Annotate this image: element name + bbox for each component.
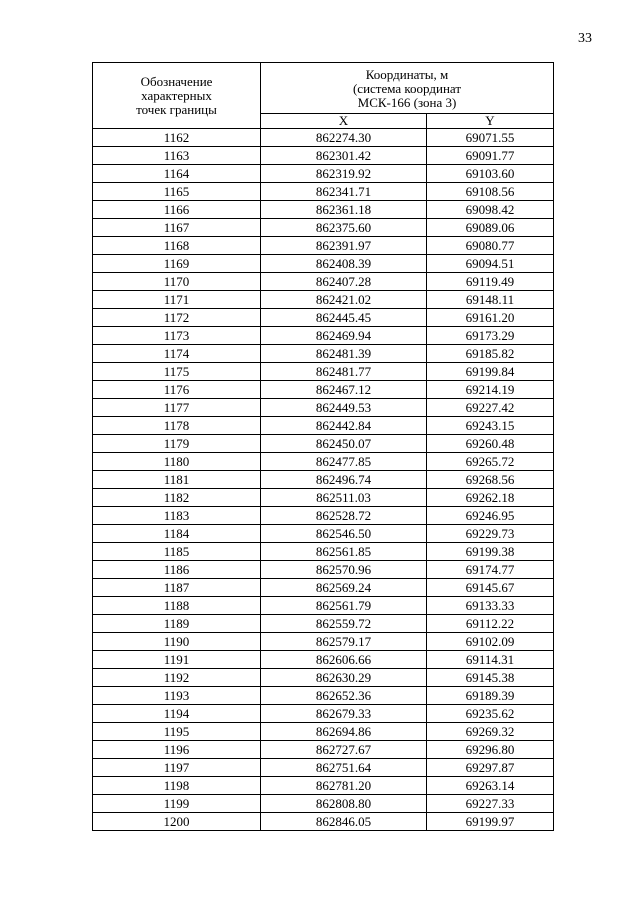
- x-coordinate-cell: 862408.39: [261, 255, 427, 273]
- y-coordinate-cell: 69173.29: [427, 327, 554, 345]
- table-row: [93, 561, 554, 579]
- y-coordinate-cell: 69262.18: [427, 489, 554, 507]
- table-row: [93, 651, 554, 669]
- table-row: [93, 741, 554, 759]
- x-coordinate-cell: 862319.92: [261, 165, 427, 183]
- x-coordinate-cell: 862301.42: [261, 147, 427, 165]
- y-coordinate-cell: 69148.11: [427, 291, 554, 309]
- x-coordinate-cell: 862559.72: [261, 615, 427, 633]
- x-coordinate-cell: 862546.50: [261, 525, 427, 543]
- point-number-cell: 1184: [93, 525, 261, 543]
- y-coordinate-cell: 69145.67: [427, 579, 554, 597]
- table-row: [93, 633, 554, 651]
- table-row: [93, 597, 554, 615]
- y-coordinate-cell: 69269.32: [427, 723, 554, 741]
- point-number-cell: 1200: [93, 813, 261, 831]
- y-coordinate-cell: 69089.06: [427, 219, 554, 237]
- point-number-cell: 1197: [93, 759, 261, 777]
- y-coordinate-cell: 69189.39: [427, 687, 554, 705]
- table-row: [93, 381, 554, 399]
- table-row: [93, 417, 554, 435]
- table-row: [93, 237, 554, 255]
- y-coordinate-cell: 69103.60: [427, 165, 554, 183]
- x-coordinate-cell: 862694.86: [261, 723, 427, 741]
- point-number-cell: 1164: [93, 165, 261, 183]
- table-row: [93, 327, 554, 345]
- y-column-header: Y: [427, 114, 554, 129]
- y-coordinate-cell: 69214.19: [427, 381, 554, 399]
- x-coordinate-cell: 862606.66: [261, 651, 427, 669]
- table-row: [93, 471, 554, 489]
- y-coordinate-cell: 69145.38: [427, 669, 554, 687]
- table-row: [93, 579, 554, 597]
- point-number-cell: 1168: [93, 237, 261, 255]
- y-coordinate-cell: 69296.80: [427, 741, 554, 759]
- point-number-cell: 1192: [93, 669, 261, 687]
- table-row: [93, 615, 554, 633]
- point-number-cell: 1188: [93, 597, 261, 615]
- point-number-cell: 1175: [93, 363, 261, 381]
- table-row: [93, 705, 554, 723]
- x-coordinate-cell: 862781.20: [261, 777, 427, 795]
- x-coordinate-cell: 862391.97: [261, 237, 427, 255]
- point-number-cell: 1198: [93, 777, 261, 795]
- table-row: [93, 273, 554, 291]
- point-number-cell: 1199: [93, 795, 261, 813]
- x-coordinate-cell: 862561.79: [261, 597, 427, 615]
- table-row: [93, 399, 554, 417]
- table-row: [93, 489, 554, 507]
- y-coordinate-cell: 69227.33: [427, 795, 554, 813]
- table-row: [93, 543, 554, 561]
- point-header-line: характерных: [141, 87, 212, 103]
- point-number-cell: 1174: [93, 345, 261, 363]
- x-coordinate-cell: 862442.84: [261, 417, 427, 435]
- table-row: [93, 309, 554, 327]
- coords-header-line: Координаты, м: [365, 66, 449, 82]
- y-coordinate-cell: 69246.95: [427, 507, 554, 525]
- table-row: [93, 759, 554, 777]
- y-coordinate-cell: 69263.14: [427, 777, 554, 795]
- x-coordinate-cell: 862511.03: [261, 489, 427, 507]
- x-column-header: X: [261, 114, 427, 129]
- x-coordinate-cell: 862751.64: [261, 759, 427, 777]
- x-coordinate-cell: 862274.30: [261, 129, 427, 147]
- x-coordinate-cell: 862481.39: [261, 345, 427, 363]
- y-coordinate-cell: 69227.42: [427, 399, 554, 417]
- y-coordinate-cell: 69265.72: [427, 453, 554, 471]
- point-number-cell: 1182: [93, 489, 261, 507]
- point-number-cell: 1181: [93, 471, 261, 489]
- x-coordinate-cell: 862450.07: [261, 435, 427, 453]
- table-row: [93, 669, 554, 687]
- table-body: [93, 129, 554, 831]
- point-number-cell: 1172: [93, 309, 261, 327]
- point-number-cell: 1167: [93, 219, 261, 237]
- x-coordinate-cell: 862421.02: [261, 291, 427, 309]
- table-row: [93, 525, 554, 543]
- x-coordinate-cell: 862570.96: [261, 561, 427, 579]
- y-coordinate-cell: 69235.62: [427, 705, 554, 723]
- x-coordinate-cell: 862679.33: [261, 705, 427, 723]
- x-coordinate-cell: 862449.53: [261, 399, 427, 417]
- point-number-cell: 1176: [93, 381, 261, 399]
- y-coordinate-cell: 69094.51: [427, 255, 554, 273]
- x-coordinate-cell: 862846.05: [261, 813, 427, 831]
- y-coordinate-cell: 69199.38: [427, 543, 554, 561]
- x-coordinate-cell: 862496.74: [261, 471, 427, 489]
- x-coordinate-cell: 862469.94: [261, 327, 427, 345]
- point-number-cell: 1170: [93, 273, 261, 291]
- point-number-cell: 1189: [93, 615, 261, 633]
- table-row: [93, 777, 554, 795]
- table-row: [93, 201, 554, 219]
- point-number-cell: 1173: [93, 327, 261, 345]
- point-number-cell: 1185: [93, 543, 261, 561]
- y-coordinate-cell: 69091.77: [427, 147, 554, 165]
- x-coordinate-cell: 862341.71: [261, 183, 427, 201]
- coordinates-column-header: [261, 63, 554, 114]
- x-coordinate-cell: 862808.80: [261, 795, 427, 813]
- table-header: [93, 63, 554, 129]
- point-number-cell: 1195: [93, 723, 261, 741]
- x-coordinate-cell: 862361.18: [261, 201, 427, 219]
- point-number-cell: 1165: [93, 183, 261, 201]
- x-coordinate-cell: 862652.36: [261, 687, 427, 705]
- point-number-cell: 1163: [93, 147, 261, 165]
- point-number-cell: 1193: [93, 687, 261, 705]
- y-coordinate-cell: 69229.73: [427, 525, 554, 543]
- table-row: [93, 363, 554, 381]
- point-number-cell: 1196: [93, 741, 261, 759]
- table-row: [93, 129, 554, 147]
- point-number-cell: 1162: [93, 129, 261, 147]
- x-coordinate-cell: 862727.67: [261, 741, 427, 759]
- point-number-cell: 1190: [93, 633, 261, 651]
- coordinates-table: [92, 62, 554, 831]
- coords-header-line: МСК-166 (зона 3): [357, 94, 457, 110]
- y-coordinate-cell: 69112.22: [427, 615, 554, 633]
- point-header-line: точек границы: [136, 101, 217, 117]
- table-row: [93, 345, 554, 363]
- x-coordinate-cell: 862481.77: [261, 363, 427, 381]
- table-row: [93, 183, 554, 201]
- point-number-cell: 1177: [93, 399, 261, 417]
- table-row: [93, 291, 554, 309]
- coords-header-line: (система координат: [352, 80, 462, 96]
- x-coordinate-cell: 862561.85: [261, 543, 427, 561]
- table-row: [93, 813, 554, 831]
- point-number-cell: 1171: [93, 291, 261, 309]
- x-coordinate-cell: 862467.12: [261, 381, 427, 399]
- table-row: [93, 165, 554, 183]
- x-coordinate-cell: 862579.17: [261, 633, 427, 651]
- y-coordinate-cell: 69268.56: [427, 471, 554, 489]
- table-row: [93, 687, 554, 705]
- x-coordinate-cell: 862375.60: [261, 219, 427, 237]
- y-coordinate-cell: 69185.82: [427, 345, 554, 363]
- x-coordinate-cell: 862477.85: [261, 453, 427, 471]
- y-coordinate-cell: 69199.97: [427, 813, 554, 831]
- table-row: [93, 255, 554, 273]
- point-number-cell: 1194: [93, 705, 261, 723]
- x-coordinate-cell: 862445.45: [261, 309, 427, 327]
- point-column-header: [93, 63, 261, 129]
- y-coordinate-cell: 69243.15: [427, 417, 554, 435]
- x-coordinate-cell: 862630.29: [261, 669, 427, 687]
- x-coordinate-cell: 862528.72: [261, 507, 427, 525]
- y-coordinate-cell: 69114.31: [427, 651, 554, 669]
- y-coordinate-cell: 69098.42: [427, 201, 554, 219]
- x-coordinate-cell: 862569.24: [261, 579, 427, 597]
- y-coordinate-cell: 69102.09: [427, 633, 554, 651]
- point-number-cell: 1178: [93, 417, 261, 435]
- point-number-cell: 1179: [93, 435, 261, 453]
- y-coordinate-cell: 69119.49: [427, 273, 554, 291]
- page-number: 33: [578, 31, 592, 46]
- table-row: [93, 453, 554, 471]
- y-coordinate-cell: 69080.77: [427, 237, 554, 255]
- y-coordinate-cell: 69133.33: [427, 597, 554, 615]
- table-row: [93, 147, 554, 165]
- y-coordinate-cell: 69174.77: [427, 561, 554, 579]
- point-number-cell: 1186: [93, 561, 261, 579]
- y-coordinate-cell: 69297.87: [427, 759, 554, 777]
- y-coordinate-cell: 69108.56: [427, 183, 554, 201]
- table-row: [93, 507, 554, 525]
- table-row: [93, 219, 554, 237]
- y-coordinate-cell: 69199.84: [427, 363, 554, 381]
- y-coordinate-cell: 69071.55: [427, 129, 554, 147]
- x-coordinate-cell: 862407.28: [261, 273, 427, 291]
- point-number-cell: 1166: [93, 201, 261, 219]
- point-number-cell: 1180: [93, 453, 261, 471]
- y-coordinate-cell: 69260.48: [427, 435, 554, 453]
- table-row: [93, 435, 554, 453]
- point-header-line: Обозначение: [140, 73, 213, 89]
- point-number-cell: 1169: [93, 255, 261, 273]
- table-row: [93, 795, 554, 813]
- table-row: [93, 723, 554, 741]
- point-number-cell: 1183: [93, 507, 261, 525]
- y-coordinate-cell: 69161.20: [427, 309, 554, 327]
- point-number-cell: 1191: [93, 651, 261, 669]
- point-number-cell: 1187: [93, 579, 261, 597]
